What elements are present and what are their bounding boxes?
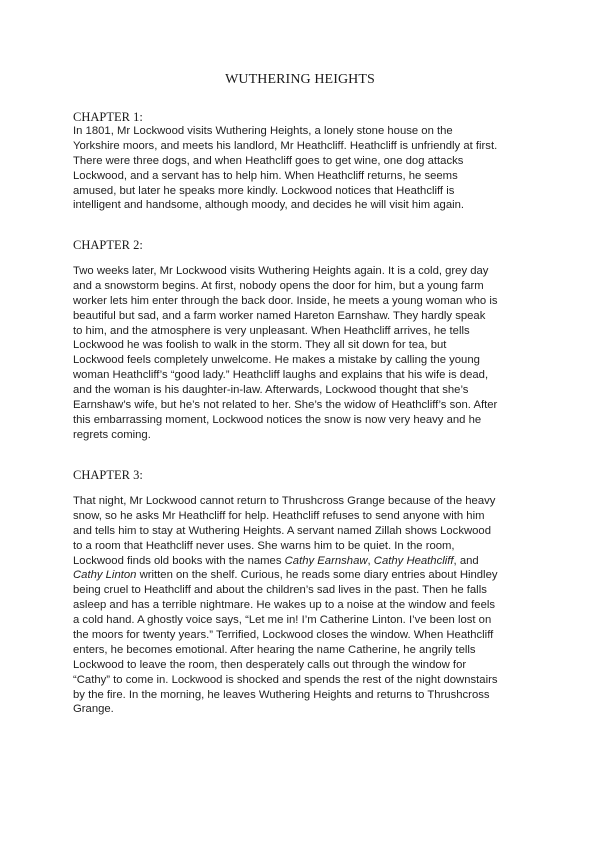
paragraph-line: beautiful but sad, and a farm worker named Hareton Earnshaw. They hardly speak — [73, 309, 486, 322]
paragraph-line: to a room that Heathcliff never uses. She warns him to be quiet. In the room, — [73, 539, 455, 552]
paragraph-line: asleep and has a terrible nightmare. He wakes up to a noise at the window and feels — [73, 599, 496, 612]
paragraph-line: Cathy Linton written on the shelf. Curious, he reads some diary entries about Hindley — [73, 569, 498, 582]
chapter-2-paragraph — [73, 264, 543, 443]
paragraph-line: intelligent and handsome, although moody, and decides he will visit him again. — [73, 199, 465, 212]
paragraph-line: and tells him to stay at Wuthering Heights. A servant named Zillah shows Lockwood — [73, 524, 491, 537]
paragraph-line: In 1801, Mr Lockwood visits Wuthering Heights, a lonely stone house on the — [73, 125, 453, 137]
chapter-3-paragraph — [73, 494, 543, 717]
paragraph-line: Lockwood to leave the room, then desperately calls out through the window for — [73, 658, 467, 671]
paragraph-line: this embarrassing moment, Lockwood notices the snow is now very heavy and he — [73, 413, 482, 426]
paragraph-line: Yorkshire moors, and meets his landlord, Mr Heathcliff. Heathcliff is unfriendly at first. — [73, 139, 498, 152]
paragraph-line: and the woman is his daughter-in-law. Afterwards, Lockwood thought that she’s — [73, 384, 469, 397]
chapter-1-paragraph — [73, 124, 543, 213]
paragraph-line: There were three dogs, and when Heathcliff goes to get wine, one dog attacks — [73, 154, 464, 167]
paragraph-line: regrets coming. — [73, 428, 151, 441]
paragraph-line: enters, he becomes emotional. After hearing the name Catherine, he angrily tells — [73, 643, 476, 656]
paragraph-line: a cold hand. A ghostly voice says, “Let me in! I’m Catherine Linton. I’ve been lost on — [73, 614, 492, 627]
paragraph-line: and a snowstorm begins. At first, nobody opens the door for him, but a young farm — [73, 279, 484, 292]
paragraph-line: Earnshaw’s wife, but he’s not related to her. She’s the widow of Heathcliff’s son. After — [73, 399, 498, 412]
paragraph-line: amused, but later he speaks more kindly. Lockwood notices that Heathcliff is — [73, 184, 455, 197]
paragraph-line: woman Heathcliff’s “good lady.” Heathcliff laughs and explains that his wife is dead, — [73, 369, 489, 382]
paragraph-line: worker lets him enter through the back door. Inside, he meets a young woman who is — [73, 294, 498, 307]
paragraph-line: being cruel to Heathcliff and about the children’s sad lives in the past. Then he falls — [73, 584, 487, 597]
paragraph-line: “Cathy” to come in. Lockwood is shocked and spends the rest of the night downstairs — [73, 673, 498, 686]
paragraph-line: the moors for twenty years.” Terrified, Lockwood closes the window. When Heathcliff — [73, 629, 494, 642]
paragraph-line: Lockwood finds old books with the names Cathy Earnshaw, Cathy Heathcliff, and — [73, 554, 479, 567]
chapter-3-heading: CHAPTER 3: — [73, 468, 143, 482]
document-title: WUTHERING HEIGHTS — [225, 72, 375, 87]
paragraph-line: to him, and the atmosphere is very unpleasant. When Heathcliff arrives, he tells — [73, 324, 470, 337]
paragraph-line: Lockwood feels completely unwelcome. He makes a mistake by calling the young — [73, 354, 480, 367]
paragraph-line: Grange. — [73, 703, 114, 716]
paragraph-line: Lockwood he was foolish to walk in the storm. They all sit down for tea, but — [73, 339, 447, 352]
paragraph-line: by the fire. In the morning, he leaves Wuthering Heights and returns to Thrushcross — [73, 688, 490, 701]
paragraph-line: Two weeks later, Mr Lockwood visits Wuthering Heights again. It is a cold, grey day — [73, 265, 489, 277]
paragraph-line: Lockwood, and a servant has to help him. When Heathcliff returns, he seems — [73, 169, 458, 182]
paragraph-line: That night, Mr Lockwood cannot return to Thrushcross Grange because of the heavy — [73, 495, 496, 507]
chapter-2-heading: CHAPTER 2: — [73, 238, 143, 252]
chapter-1-heading: CHAPTER 1: — [73, 110, 143, 124]
paragraph-line: snow, so he asks Mr Heathcliff for help. Heathcliff refuses to send anyone with him — [73, 509, 485, 522]
